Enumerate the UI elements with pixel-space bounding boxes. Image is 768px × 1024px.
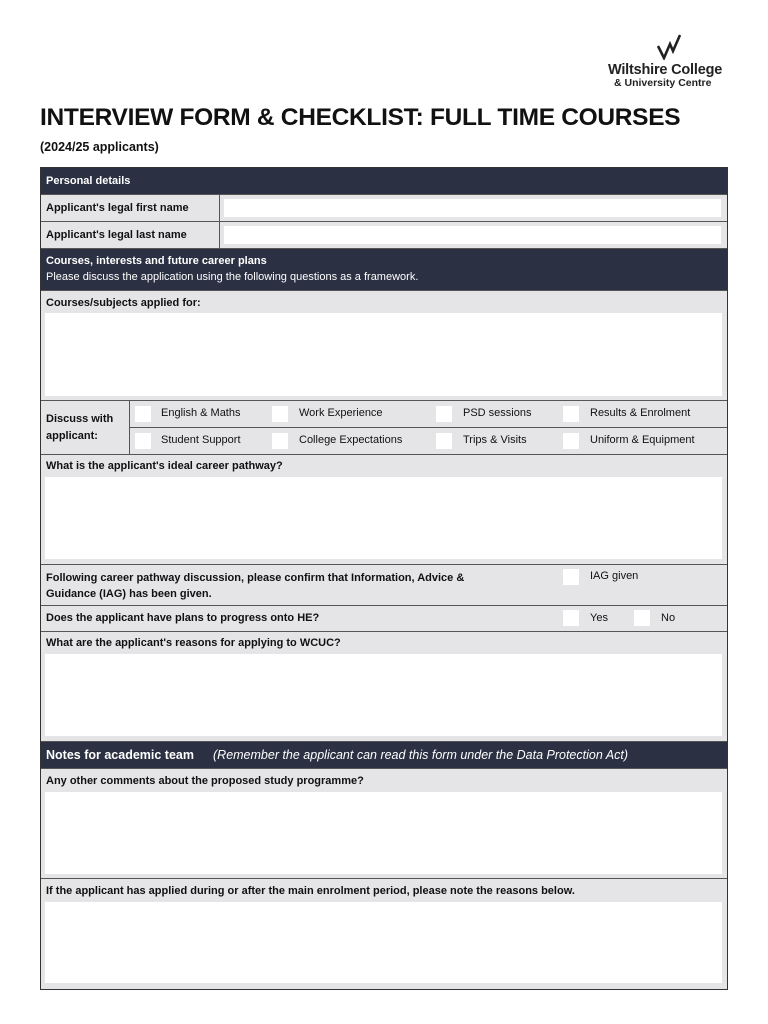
work-experience-checkbox[interactable] — [272, 406, 288, 422]
notes-header — [41, 742, 727, 769]
iag-given-checkbox[interactable] — [563, 569, 579, 585]
courses-intro: Please discuss the application using the following questions as a framework. — [46, 271, 419, 283]
iag-row — [41, 565, 727, 606]
personal-details-title: Personal details — [46, 175, 131, 187]
discuss-item-label: PSD sessions — [463, 407, 532, 419]
he-yes-checkbox[interactable] — [563, 610, 579, 626]
courses-applied-label: Courses/subjects applied for: — [46, 297, 201, 309]
interview-form — [40, 167, 728, 990]
courses-header — [41, 249, 727, 291]
logo-mark-icon — [656, 34, 682, 60]
divider — [219, 222, 220, 248]
last-name-input[interactable] — [224, 226, 721, 244]
discuss-item-label: Student Support — [161, 434, 241, 446]
page-subtitle: (2024/25 applicants) — [40, 140, 159, 154]
iag-given-label: IAG given — [590, 570, 639, 582]
career-pathway-label: What is the applicant's ideal career pathway? — [46, 460, 283, 472]
college-logo — [604, 34, 734, 90]
results-enrolment-checkbox[interactable] — [563, 406, 579, 422]
discuss-item-label: Work Experience — [299, 407, 383, 419]
last-name-row — [41, 222, 727, 249]
first-name-label: Applicant's legal first name — [46, 202, 189, 214]
courses-applied-row — [41, 291, 727, 401]
late-application-input[interactable] — [45, 902, 722, 983]
reasons-row — [41, 632, 727, 742]
page-title: INTERVIEW FORM & CHECKLIST: FULL TIME COURSES — [40, 104, 681, 131]
late-application-row — [41, 879, 727, 989]
college-expectations-checkbox[interactable] — [272, 433, 288, 449]
he-label: Does the applicant have plans to progress onto HE? — [46, 612, 320, 624]
courses-title: Courses, interests and future career plans — [46, 255, 267, 267]
personal-details-header — [41, 168, 727, 195]
discuss-item-label: Uniform & Equipment — [590, 434, 695, 446]
reasons-label: What are the applicant's reasons for applying to WCUC? — [46, 637, 341, 649]
first-name-input[interactable] — [224, 199, 721, 217]
notes-disclaimer: (Remember the applicant can read this form under the Data Protection Act) — [213, 748, 629, 762]
career-pathway-input[interactable] — [45, 477, 722, 559]
student-support-checkbox[interactable] — [135, 433, 151, 449]
discuss-item-label: Trips & Visits — [463, 434, 527, 446]
discuss-row — [41, 401, 727, 455]
notes-title: Notes for academic team — [46, 748, 194, 762]
he-no-label: No — [661, 612, 676, 624]
comments-row — [41, 769, 727, 879]
he-row — [41, 606, 727, 632]
discuss-item-label: Results & Enrolment — [590, 407, 691, 419]
first-name-row — [41, 195, 727, 222]
discuss-item-label: College Expectations — [299, 434, 403, 446]
discuss-label: Discuss with applicant: — [46, 413, 114, 442]
divider — [219, 195, 220, 221]
discuss-item-label: English & Maths — [161, 407, 241, 419]
last-name-label: Applicant's legal last name — [46, 229, 187, 241]
comments-label: Any other comments about the proposed study programme? — [46, 775, 364, 787]
reasons-input[interactable] — [45, 654, 722, 736]
logo-line-1: Wiltshire College — [608, 62, 723, 78]
uniform-equipment-checkbox[interactable] — [563, 433, 579, 449]
divider — [130, 427, 727, 428]
late-application-label: If the applicant has applied during or after the main enrolment period, please note the reasons below. — [46, 885, 575, 897]
comments-input[interactable] — [45, 792, 722, 874]
career-pathway-row — [41, 455, 727, 565]
logo-line-2: & University Centre — [614, 77, 712, 89]
he-yes-label: Yes — [590, 612, 608, 624]
he-no-checkbox[interactable] — [634, 610, 650, 626]
english-maths-checkbox[interactable] — [135, 406, 151, 422]
courses-applied-input[interactable] — [45, 313, 722, 396]
trips-visits-checkbox[interactable] — [436, 433, 452, 449]
iag-label: Following career pathway discussion, please confirm that Information, Advice & Guidance (IAG) has been given. — [46, 572, 465, 600]
psd-sessions-checkbox[interactable] — [436, 406, 452, 422]
